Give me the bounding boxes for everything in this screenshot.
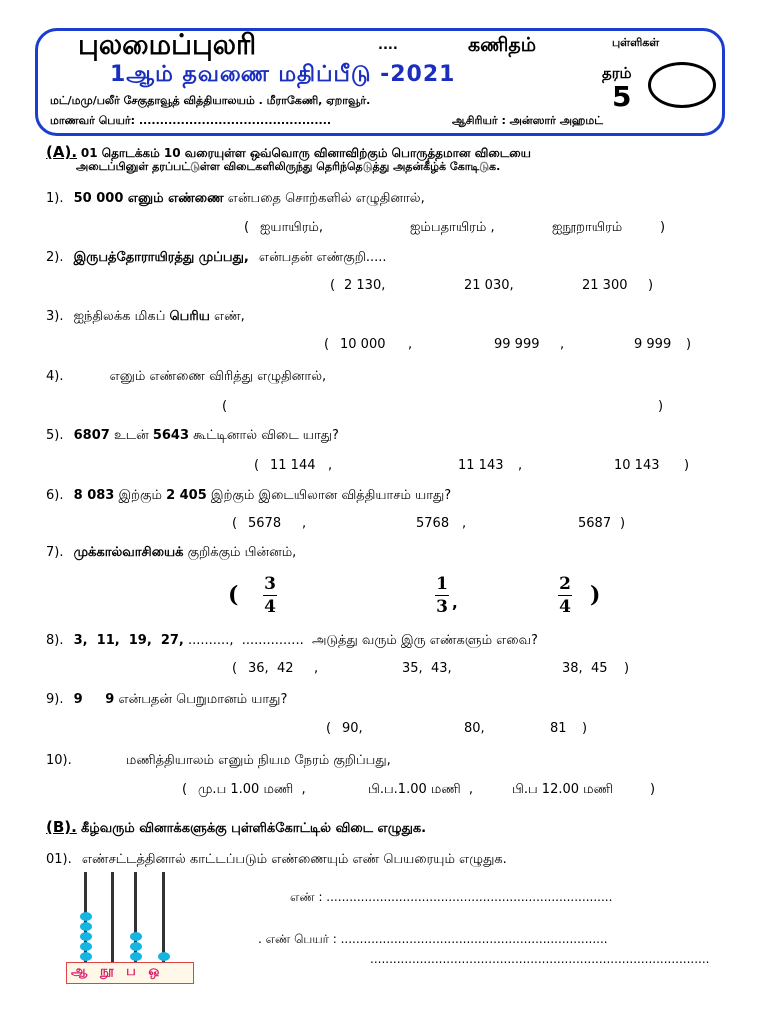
number-name-line-2[interactable]: ......................................................................................... xyxy=(370,952,710,966)
fraction-bar xyxy=(263,595,277,596)
q3-option-2[interactable]: 99 999 xyxy=(494,337,540,352)
q7-comma: , xyxy=(452,594,458,612)
fraction-numerator: 1 xyxy=(436,574,448,594)
question-text-2: கூட்டினால் விடை யாது? xyxy=(193,428,339,443)
subject-title: கணிதம் xyxy=(468,34,537,56)
q7-close: ) xyxy=(590,582,601,608)
q7-option-2[interactable] xyxy=(435,574,449,617)
question-9 xyxy=(46,692,287,708)
q7-option-3[interactable] xyxy=(558,574,572,617)
fraction-denominator: 4 xyxy=(559,597,571,617)
student-name-field: மாணவர் பெயர்: .............................................. xyxy=(50,114,332,127)
question-number: 6). xyxy=(46,488,64,503)
question-5 xyxy=(46,428,339,444)
q10-option-2[interactable]: பி.ப.1.00 மணி , xyxy=(368,782,474,797)
question-number: 4). xyxy=(46,369,64,384)
abacus-bead xyxy=(80,922,92,931)
question-text: என்பதை சொற்களில் எழுதினால், xyxy=(227,191,425,206)
fraction-bar xyxy=(435,595,449,596)
instruction-line-1: 01 தொடக்கம் 10 வரையுள்ள ஒவ்வொரு வினாவிற்கும் பொருத்தமான விடையை xyxy=(80,146,531,160)
question-bold: 6807 xyxy=(73,428,110,443)
question-bold-2: 5643 xyxy=(152,428,190,443)
abacus xyxy=(66,872,200,988)
question-4 xyxy=(46,369,326,385)
q5-sep-2: , xyxy=(518,458,523,473)
grade-value: 5 xyxy=(612,80,632,113)
q5-option-1[interactable]: 11 144 xyxy=(270,458,316,473)
q6-option-3[interactable]: 5687 xyxy=(578,516,612,531)
q3-sep-2: , xyxy=(560,337,565,352)
question-bold: 8 083 xyxy=(73,488,115,503)
abacus-rod xyxy=(111,872,114,964)
q9-option-1[interactable]: 90, xyxy=(342,721,363,736)
q5-open: ( xyxy=(254,458,260,473)
question-bold: பெரிய xyxy=(169,309,210,324)
q10-option-1[interactable]: மு.ப 1.00 மணி , xyxy=(198,782,306,797)
q9-open: ( xyxy=(326,721,332,736)
q8-option-3[interactable]: 38, 45 xyxy=(562,661,608,676)
marks-circle xyxy=(648,62,716,108)
q6-open: ( xyxy=(232,516,238,531)
q2-close: ) xyxy=(648,278,654,293)
exam-title: 1ஆம் தவணை மதிப்பீடு -2021 xyxy=(110,62,456,87)
q3-close: ) xyxy=(686,337,692,352)
q6-sep-2: , xyxy=(462,516,467,531)
question-text: எனும் எண்ணை விரித்து எழுதினால், xyxy=(109,369,327,384)
school-line: மட்/மமு/பலீர் சேகுதாவூத் வித்தியாலயம் . மீராகேணி, ஏறாவூர். xyxy=(50,94,371,107)
q3-sep-1: , xyxy=(408,337,413,352)
school-brand: புலமைப்புலரி xyxy=(78,28,257,61)
question-number: 1). xyxy=(46,191,64,206)
q6-close: ) xyxy=(620,516,626,531)
q8-open: ( xyxy=(232,661,238,676)
abacus-bead xyxy=(80,912,92,921)
q5-close: ) xyxy=(684,458,690,473)
q3-open: ( xyxy=(324,337,330,352)
question-number: 01). xyxy=(46,852,72,867)
question-text-2: எண், xyxy=(213,309,245,324)
section-b-text: கீழ்வரும் வினாக்களுக்கு புள்ளிக்கோட்டில் விடை எழுதுக. xyxy=(80,821,427,836)
q6-sep-1: , xyxy=(302,516,307,531)
abacus-bead xyxy=(158,952,170,961)
number-name-field[interactable]: . எண் பெயர் : ...................................................................... xyxy=(258,932,608,946)
abacus-bead xyxy=(130,942,142,951)
section-b-instruction xyxy=(46,818,426,837)
q8-option-1[interactable]: 36, 42 xyxy=(248,661,294,676)
q1-option-3[interactable]: ஐநூறாயிரம் xyxy=(552,220,623,235)
q8-close: ) xyxy=(624,661,630,676)
question-text: .........., ............... அடுத்து வரும் இரு எண்களும் எவை? xyxy=(188,633,538,648)
question-bold: முக்கால்வாசியைக் xyxy=(73,545,184,560)
question-10 xyxy=(46,753,391,769)
question-8 xyxy=(46,633,538,649)
question-bold: 3, 11, 19, 27, xyxy=(73,633,184,648)
q10-option-3[interactable]: பி.ப 12.00 மணி xyxy=(512,782,613,797)
q2-option-3[interactable]: 21 300 xyxy=(582,278,628,293)
fraction-numerator: 3 xyxy=(264,574,276,594)
question-number: 9). xyxy=(46,692,64,707)
q10-close: ) xyxy=(650,782,656,797)
section-b-question-1 xyxy=(46,852,507,868)
q6-option-1[interactable]: 5678 xyxy=(248,516,282,531)
section-b-mark: (B). xyxy=(46,818,77,836)
q3-option-1[interactable]: 10 000 xyxy=(340,337,386,352)
question-text: என்பதன் பெறுமானம் யாது? xyxy=(118,692,288,707)
q3-option-3[interactable]: 9 999 xyxy=(634,337,672,352)
question-7 xyxy=(46,545,296,561)
q9-option-2[interactable]: 80, xyxy=(464,721,485,736)
fraction-denominator: 3 xyxy=(436,597,448,617)
question-bold: 50 000 எனும் எண்ணை xyxy=(73,191,224,206)
abacus-rod xyxy=(162,872,165,964)
question-6 xyxy=(46,488,451,504)
question-1 xyxy=(46,191,425,207)
question-text: குறிக்கும் பின்னம், xyxy=(187,545,297,560)
section-a-mark: (A). xyxy=(46,143,78,161)
q2-option-2[interactable]: 21 030, xyxy=(464,278,514,293)
q1-open: ( xyxy=(244,220,250,235)
q6-option-2[interactable]: 5768 xyxy=(416,516,450,531)
question-2 xyxy=(46,250,387,266)
grade-label: தரம் xyxy=(602,64,632,82)
question-text: உடன் xyxy=(113,428,149,443)
abacus-bead xyxy=(80,932,92,941)
fraction-denominator: 4 xyxy=(264,597,276,617)
question-text: மணித்தியாலம் எனும் நியம நேரம் குறிப்பது, xyxy=(125,753,391,768)
question-number: 8). xyxy=(46,633,64,648)
question-number: 7). xyxy=(46,545,64,560)
q7-open: ( xyxy=(228,582,239,608)
question-bold: 9 9 xyxy=(73,692,115,707)
q2-option-1[interactable]: 2 130, xyxy=(344,278,386,293)
fraction-bar xyxy=(558,595,572,596)
q4-close: ) xyxy=(658,399,664,414)
question-number: 3). xyxy=(46,309,64,324)
q8-option-2[interactable]: 35, 43, xyxy=(402,661,452,676)
abacus-base xyxy=(66,962,194,984)
question-bold-2: 2 405 xyxy=(166,488,207,503)
q2-open: ( xyxy=(330,278,336,293)
q1-option-2[interactable]: ஐம்பதாயிரம் , xyxy=(410,220,495,235)
title-dashes: .... xyxy=(378,38,398,53)
q9-close: ) xyxy=(582,721,588,736)
q5-sep-1: , xyxy=(328,458,333,473)
q1-option-1[interactable]: ஐயாயிரம், xyxy=(260,220,324,235)
question-text: எண்சட்டத்தினால் காட்டப்படும் எண்ணையும் எண் பெயரையும் எழுதுக. xyxy=(81,852,507,867)
question-text: ஐந்திலக்க மிகப் xyxy=(73,309,166,324)
question-text: இற்கும் xyxy=(118,488,162,503)
abacus-place-labels: ஆ நூ ப ஒ xyxy=(71,964,164,979)
abacus-bead xyxy=(130,952,142,961)
q9-option-3[interactable]: 81 xyxy=(550,721,567,736)
question-text-2: இற்கும் இடையிலான வித்தியாசம் யாது? xyxy=(210,488,452,503)
question-text: என்பதன் எண்குறி..... xyxy=(258,250,387,265)
q5-option-3[interactable]: 10 143 xyxy=(614,458,660,473)
question-number: 5). xyxy=(46,428,64,443)
abacus-bead xyxy=(80,952,92,961)
question-bold: இருபத்தோராயிரத்து முப்பது, xyxy=(73,250,249,265)
marks-label: புள்ளிகள் xyxy=(612,36,660,49)
q5-option-2[interactable]: 11 143 xyxy=(458,458,504,473)
q4-open: ( xyxy=(222,399,228,414)
q10-open: ( xyxy=(182,782,188,797)
q7-option-1[interactable] xyxy=(263,574,277,617)
question-3 xyxy=(46,309,245,325)
question-number: 2). xyxy=(46,250,64,265)
teacher-label: ஆசிரியர் : அன்ஸார் அஹமட் xyxy=(452,114,604,127)
question-number: 10). xyxy=(46,753,72,768)
fraction-numerator: 2 xyxy=(559,574,571,594)
abacus-bead xyxy=(80,942,92,951)
instruction-line-2: அடைப்பினுள் தரப்பட்டுள்ள விடைகளிலிருந்து தெரிந்தெடுத்து அதன்கீழ்க் கோடிடுக. xyxy=(76,160,501,173)
number-answer-field[interactable]: எண் : ........................................................................... xyxy=(290,890,613,904)
abacus-bead xyxy=(130,932,142,941)
q1-close: ) xyxy=(660,220,666,235)
q8-sep-1: , xyxy=(314,661,319,676)
